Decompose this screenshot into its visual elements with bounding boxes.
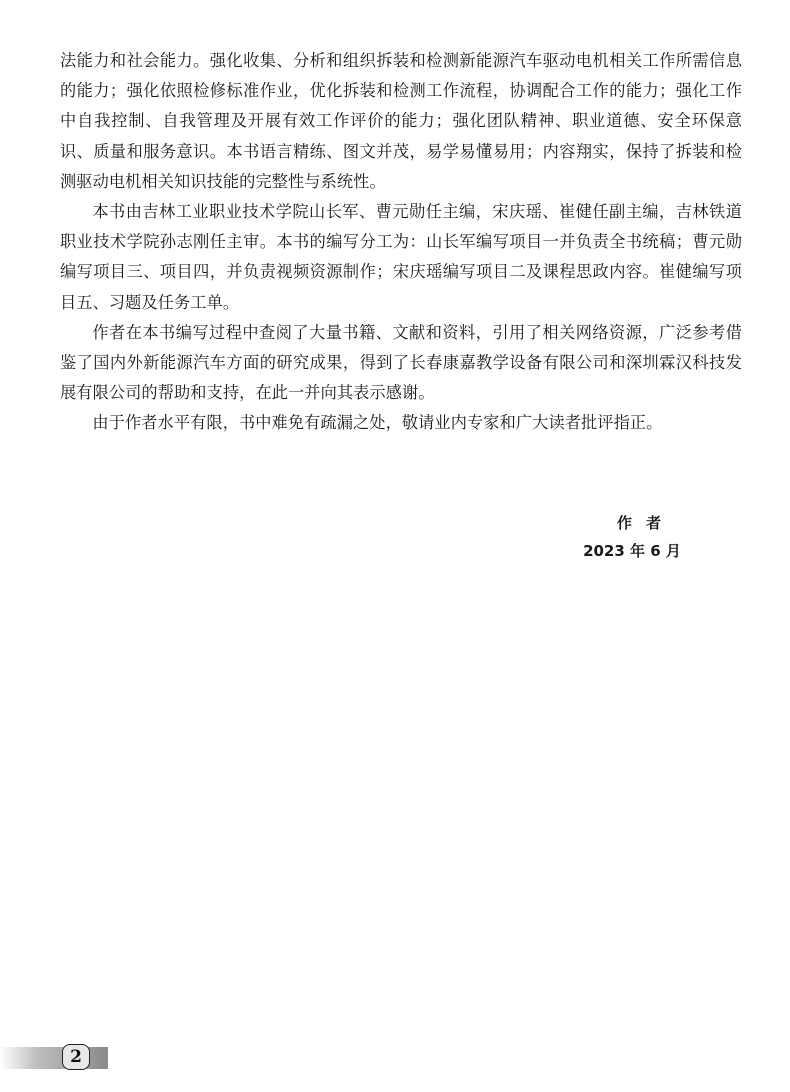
signature-author: 作者 bbox=[616, 514, 675, 532]
paragraph-closing: 由于作者水平有限，书中难免有疏漏之处，敬请业内专家和广大读者批评指正。 bbox=[92, 413, 663, 433]
paragraph-continuation: 法能力和社会能力。强化收集、分析和组织拆装和检测新能源汽车驱动电机相关工作所需信息的能力；强化依照检修标准作业，优化拆装和检测工作流程，协调配合工作的能力；强化工作中自我控制、自我管理及开展有效工作评价的能力；强化团队精神、职业道德、安全环保意识、质量和服务意识。本书语言精练、图文并茂，易学易懂易用；内容翔实，保持了拆装和检测驱动电机相关知识技能的完整性与系统性。 bbox=[60, 51, 742, 191]
signature-date: 2023 年 6 月 bbox=[583, 542, 681, 560]
page-number: 2 bbox=[62, 1044, 90, 1070]
footer-decoration-bar bbox=[0, 1047, 108, 1069]
paragraph-acknowledgements: 作者在本书编写过程中查阅了大量书籍、文献和资料，引用了相关网络资源，广泛参考借鉴了国内外新能源汽车方面的研究成果，得到了长春康嘉教学设备有限公司和深圳霖汉科技发展有限公司的帮助和支持，在此一并向其表示感谢。 bbox=[60, 322, 742, 403]
paragraph-editors: 本书由吉林工业职业技术学院山长军、曹元勋任主编，宋庆瑶、崔健任副主编，吉林铁道职业技术学院孙志刚任主审。本书的编写分工为：山长军编写项目一并负责全书统稿；曹元勋编写项目三、项目四，并负责视频资源制作；宋庆瑶编写项目二及课程思政内容。崔健编写项目五、习题及任务工单。 bbox=[60, 202, 742, 312]
preface-body bbox=[60, 46, 742, 439]
